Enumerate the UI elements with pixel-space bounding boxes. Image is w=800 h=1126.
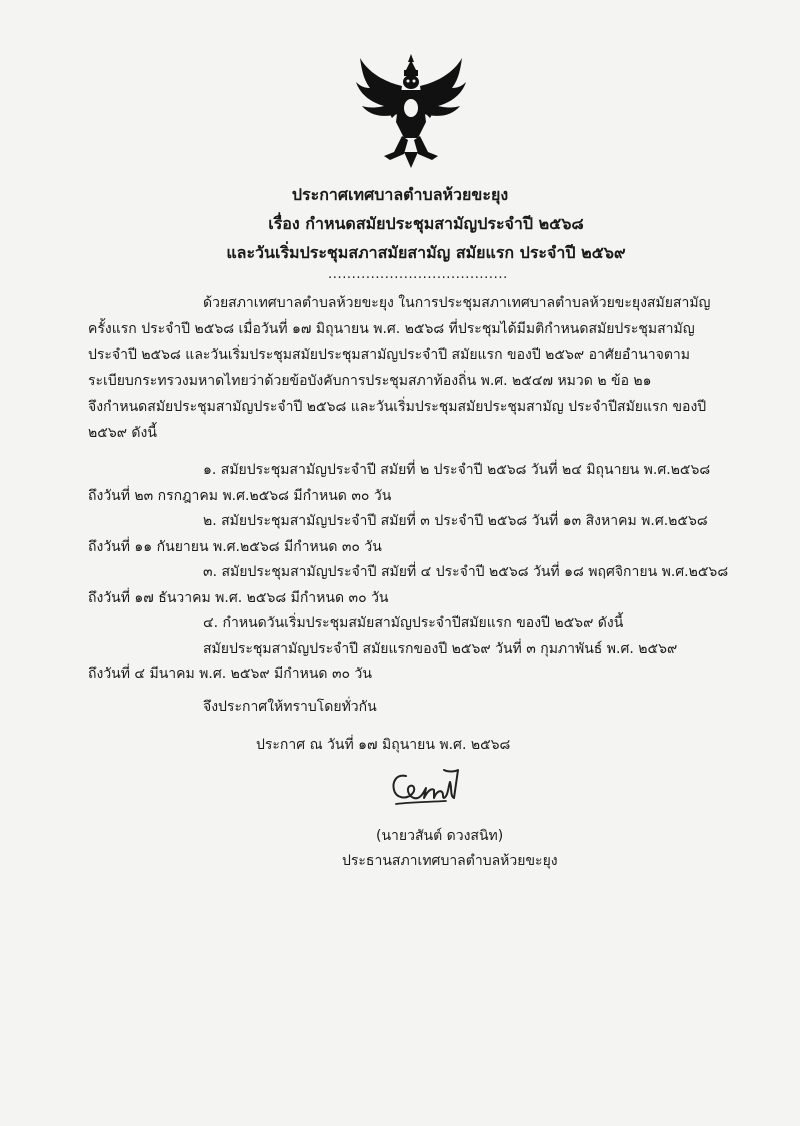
announcement-date: ประกาศ ณ วันที่ ๑๗ มิถุนายน พ.ศ. ๒๕๖๘: [256, 737, 511, 753]
announcement-title: ประกาศเทศบาลตำบลห้วยขะยุง: [291, 185, 509, 204]
item-1-line-1: ๑. สมัยประชุมสามัญประจำปี สมัยที่ ๒ ประจำปี ๒๕๖๘ วันที่ ๒๔ มิถุนายน พ.ศ.๒๕๖๘: [203, 462, 711, 478]
title-block: [0, 180, 800, 267]
signature-icon: [388, 760, 468, 810]
announcement-subject-continued: และวันเริ่มประชุมสภาสมัยสามัญ สมัยแรก ประจำปี ๒๕๖๙: [226, 243, 626, 262]
item-4-line-1: ๔. กำหนดวันเริ่มประชุมสมัยสามัญประจำปีสมัยแรก ของปี ๒๕๖๙ ดังนี้: [203, 615, 624, 631]
title-separator: ......................................: [328, 267, 508, 282]
item-3-line-1: ๓. สมัยประชุมสามัญประจำปี สมัยที่ ๔ ประจำปี ๒๕๖๘ วันที่ ๑๘ พฤศจิกายน พ.ศ.๒๕๖๘: [203, 564, 729, 580]
intro-line-4: ระเบียบกระทรวงมหาดไทยว่าด้วยข้อบังคับการประชุมสภาท้องถิ่น พ.ศ. ๒๕๔๗ หมวด ๒ ข้อ ๒๑: [88, 373, 652, 389]
announcement-subject: เรื่อง กำหนดสมัยประชุมสามัญประจำปี ๒๕๖๘: [268, 214, 584, 233]
garuda-emblem-icon: [354, 52, 468, 170]
signer-position: ประธานสภาเทศบาลตำบลห้วยขะยุง: [342, 853, 558, 869]
signer-name: (นายวสันต์ ดวงสนิท): [376, 828, 504, 844]
intro-line-5: จึงกำหนดสมัยประชุมสามัญประจำปี ๒๕๖๘ และวันเริ่มประชุมสมัยประชุมสามัญ ประจำปีสมัยแรก ของปี: [88, 399, 707, 415]
item-1-line-2: ถึงวันที่ ๒๓ กรกฎาคม พ.ศ.๒๕๖๘ มีกำหนด ๓๐ วัน: [88, 488, 392, 504]
intro-line-6: ๒๕๖๙ ดังนี้: [88, 425, 157, 441]
announce-line: จึงประกาศให้ทราบโดยทั่วกัน: [203, 699, 377, 715]
intro-line-1: ด้วยสภาเทศบาลตำบลห้วยขะยุง ในการประชุมสภาเทศบาลตำบลห้วยขะยุงสมัยสามัญ: [203, 295, 711, 311]
item-4-line-2: สมัยประชุมสามัญประจำปี สมัยแรกของปี ๒๕๖๙ วันที่ ๓ กุมภาพันธ์ พ.ศ. ๒๕๖๙: [203, 641, 678, 657]
item-2-line-2: ถึงวันที่ ๑๑ กันยายน พ.ศ.๒๕๖๘ มีกำหนด ๓๐ วัน: [88, 539, 382, 555]
intro-line-2: ครั้งแรก ประจำปี ๒๕๖๘ เมื่อวันที่ ๑๗ มิถุนายน พ.ศ. ๒๕๖๘ ที่ประชุมได้มีมติกำหนดสมัยประชุมสามัญ: [88, 321, 695, 337]
item-4-line-3: ถึงวันที่ ๔ มีนาคม พ.ศ. ๒๕๖๙ มีกำหนด ๓๐ วัน: [88, 666, 372, 682]
item-2-line-1: ๒. สมัยประชุมสามัญประจำปี สมัยที่ ๓ ประจำปี ๒๕๖๘ วันที่ ๑๓ สิงหาคม พ.ศ.๒๕๖๘: [203, 513, 708, 529]
item-3-line-2: ถึงวันที่ ๑๗ ธันวาคม พ.ศ. ๒๕๖๘ มีกำหนด ๓๐ วัน: [88, 590, 389, 606]
intro-line-3: ประจำปี ๒๕๖๘ และวันเริ่มประชุมสมัยประชุมสามัญประจำปี สมัยแรก ของปี ๒๕๖๙ อาศัยอำนาจตาม: [88, 347, 691, 363]
